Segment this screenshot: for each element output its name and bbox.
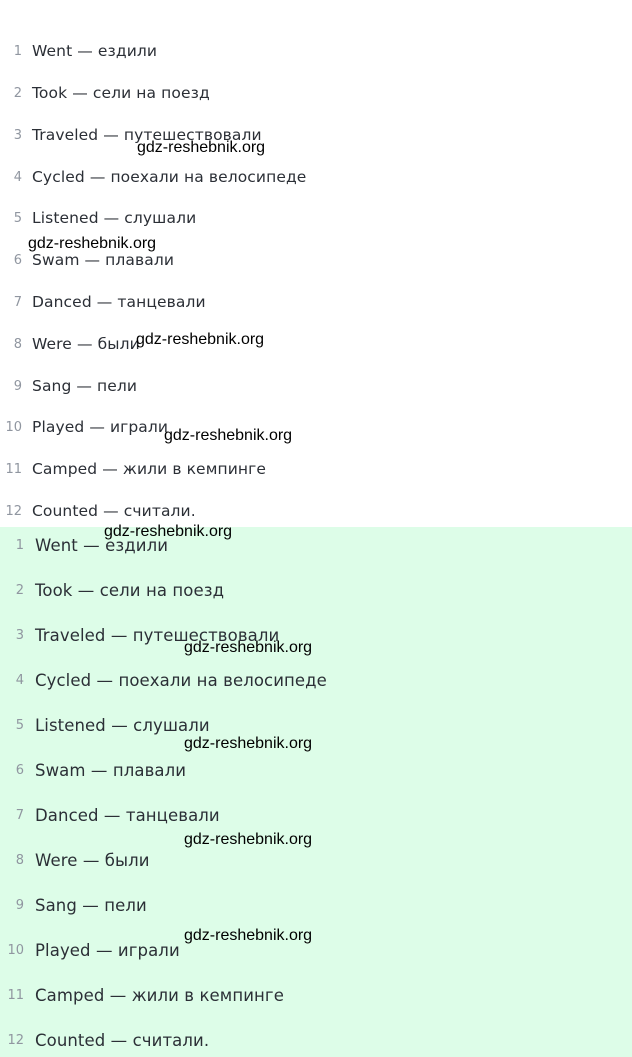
- watermark: gdz-reshebnik.org: [136, 331, 265, 348]
- watermark: gdz-reshebnik.org: [184, 735, 313, 752]
- list-item: [0, 333, 140, 355]
- list-item: [0, 939, 180, 961]
- item-number: 4: [15, 672, 24, 688]
- item-number: 10: [5, 419, 22, 435]
- watermark: gdz-reshebnik.org: [184, 927, 313, 944]
- list-item: [0, 166, 306, 188]
- item-number: 11: [7, 987, 24, 1003]
- list-item: [0, 291, 206, 313]
- item-text: Swam — плавали: [32, 251, 175, 269]
- watermark: gdz-reshebnik.org: [164, 427, 293, 444]
- item-text: Cycled — поехали на велосипеде: [32, 168, 307, 186]
- item-number: 9: [15, 897, 24, 913]
- item-number: 8: [15, 852, 24, 868]
- item-text: Sang — пели: [35, 895, 147, 915]
- list-item: [0, 375, 137, 397]
- item-text: Camped — жили в кемпинге: [35, 985, 284, 1005]
- item-number: 3: [15, 627, 24, 643]
- item-number: 6: [13, 252, 22, 268]
- item-text: Traveled — путешествовали: [35, 625, 280, 645]
- item-number: 12: [7, 1032, 24, 1048]
- item-text: Swam — плавали: [35, 760, 187, 780]
- item-text: Cycled — поехали на велосипеде: [35, 670, 327, 690]
- list-item: [0, 894, 147, 916]
- list-item: [0, 1029, 209, 1051]
- list-item: [0, 849, 150, 871]
- watermark: gdz-reshebnik.org: [137, 139, 266, 156]
- list-item: [0, 669, 327, 691]
- item-text: Listened — слушали: [32, 209, 197, 227]
- item-number: 8: [13, 336, 22, 352]
- item-number: 9: [13, 378, 22, 394]
- item-number: 3: [13, 127, 22, 143]
- item-number: 4: [13, 169, 22, 185]
- item-number: 5: [13, 210, 22, 226]
- watermark: gdz-reshebnik.org: [104, 523, 233, 540]
- list-item: [0, 500, 196, 522]
- list-item: [0, 416, 168, 438]
- item-number: 7: [13, 294, 22, 310]
- item-number: 2: [15, 582, 24, 598]
- item-text: Listened — слушали: [35, 715, 210, 735]
- list-item: [0, 207, 196, 229]
- item-text: Played — играли: [35, 940, 180, 960]
- item-text: Danced — танцевали: [35, 805, 220, 825]
- item-number: 10: [7, 942, 24, 958]
- list-item: [0, 714, 210, 736]
- item-number: 1: [13, 43, 22, 59]
- item-text: Took — сели на поезд: [32, 84, 210, 102]
- item-text: Counted — считали.: [32, 502, 196, 520]
- watermark: gdz-reshebnik.org: [184, 831, 313, 848]
- item-number: 11: [5, 461, 22, 477]
- list-item: [0, 804, 220, 826]
- item-text: Camped — жили в кемпинге: [32, 460, 267, 478]
- item-number: 6: [15, 762, 24, 778]
- answer-list-plain: [0, 0, 632, 527]
- list-item: [0, 40, 157, 62]
- watermark: gdz-reshebnik.org: [28, 235, 157, 252]
- watermark: gdz-reshebnik.org: [184, 639, 313, 656]
- item-text: Danced — танцевали: [32, 293, 206, 311]
- item-number: 2: [13, 85, 22, 101]
- answer-list-highlighted: [0, 527, 632, 1057]
- item-number: 1: [15, 537, 24, 553]
- list-item: [0, 759, 186, 781]
- item-number: 12: [5, 503, 22, 519]
- item-number: 5: [15, 717, 24, 733]
- item-text: Went — ездили: [32, 42, 158, 60]
- list-item: [0, 458, 266, 480]
- item-text: Took — сели на поезд: [35, 580, 225, 600]
- item-text: Played — играли: [32, 418, 169, 436]
- item-text: Were — были: [32, 335, 140, 353]
- item-text: Traveled — путешествовали: [32, 126, 262, 144]
- item-text: Were — были: [35, 850, 150, 870]
- item-text: Counted — считали.: [35, 1030, 210, 1050]
- item-number: 7: [15, 807, 24, 823]
- list-item: [0, 82, 210, 104]
- item-text: Went — ездили: [35, 535, 169, 555]
- list-item: [0, 984, 284, 1006]
- list-item: [0, 579, 224, 601]
- item-text: Sang — пели: [32, 377, 138, 395]
